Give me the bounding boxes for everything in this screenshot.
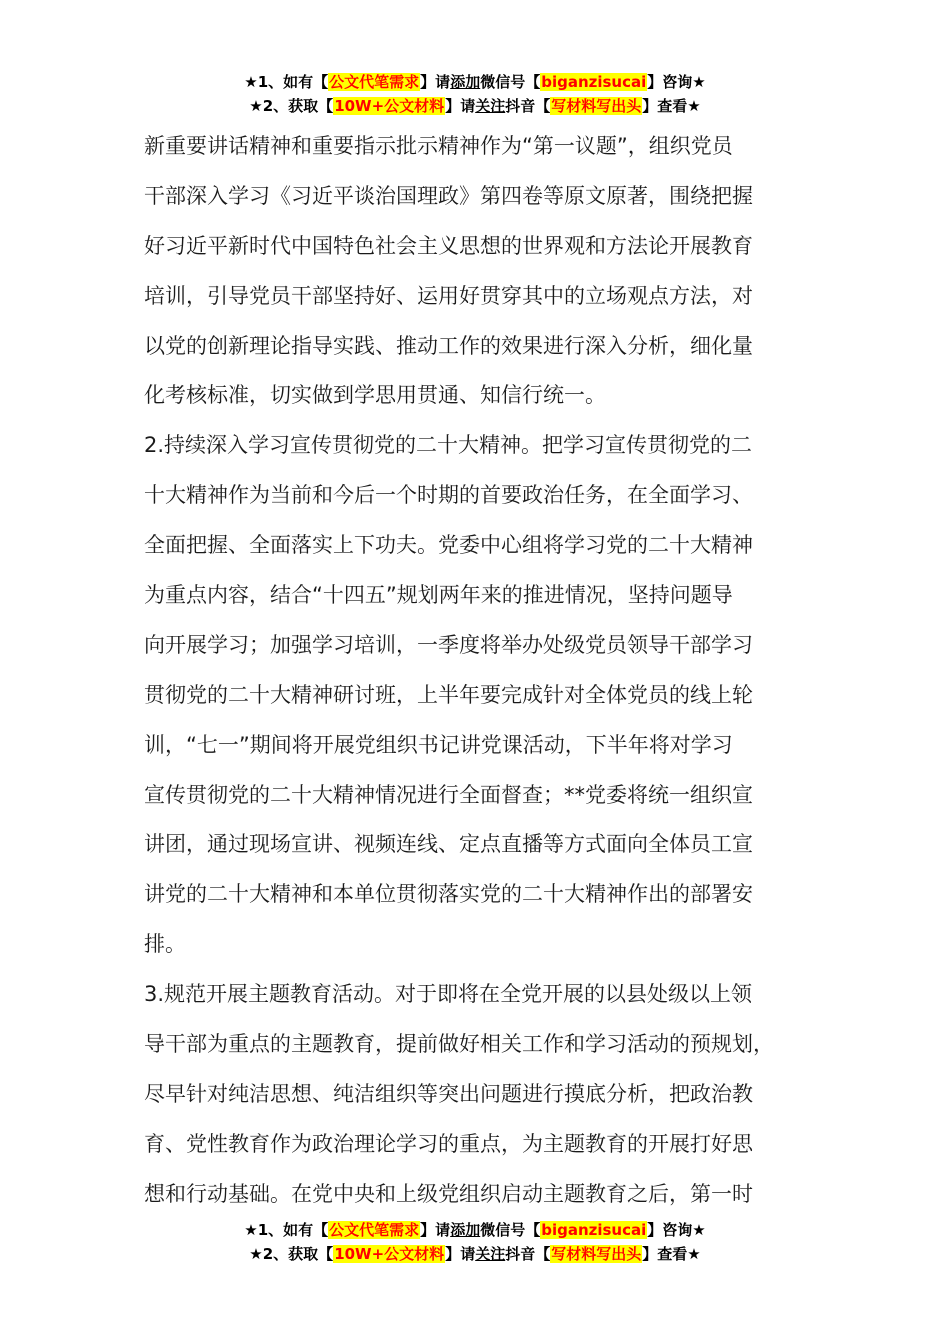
text-line: 新重要讲话精神和重要指示批示精神作为“第一议题”，组织党员 xyxy=(144,134,733,158)
banner-underline: 添加 xyxy=(450,73,481,91)
text-line: 贯彻党的二十大精神研讨班，上半年要完成针对全体党员的线上轮 xyxy=(144,682,753,707)
banner-highlight: 公文代笔需求 xyxy=(329,1221,420,1239)
banner-text: 】咨询★ xyxy=(647,73,706,91)
banner-text: ★1、如有【 xyxy=(244,1221,329,1239)
text-line: 为重点内容，结合“十四五”规划两年来的推进情况，坚持问题导 xyxy=(144,583,733,608)
text-line: 育、党性教育作为政治理论学习的重点，为主题教育的开展打好思 xyxy=(144,1131,753,1156)
document-body xyxy=(144,122,824,1220)
text-line: 2.持续深入学习宣传贯彻党的二十大精神。把学习宣传贯彻党的二 xyxy=(144,433,753,458)
text-line: 讲团，通过现场宣讲、视频连线、定点直播等方式面向全体员工宣 xyxy=(144,832,753,857)
text-line: 干部深入学习《习近平谈治国理政》第四卷等原文原著，围绕把握 xyxy=(144,183,753,208)
banner-text: 微信号【 xyxy=(480,1221,541,1239)
banner-highlight: 写材料写出头 xyxy=(551,97,642,115)
banner-text: 】请 xyxy=(445,1245,476,1263)
text-line: 导干部为重点的主题教育，提前做好相关工作和学习活动的预规划， xyxy=(144,1032,774,1057)
banner-highlight: 10W+公文材料 xyxy=(334,97,445,115)
text-line: 讲党的二十大精神和本单位贯彻落实党的二十大精神作出的部署安 xyxy=(144,882,753,907)
text-line: 3.规范开展主题教育活动。对于即将在全党开展的以县处级以上领 xyxy=(144,982,753,1007)
text-line: 好习近平新时代中国特色社会主义思想的世界观和方法论开展教育 xyxy=(144,233,753,258)
banner-line-1 xyxy=(0,1218,950,1242)
banner-highlight: biganzisucai xyxy=(541,73,647,91)
text-line: 排。 xyxy=(144,932,186,957)
banner-highlight: 10W+公文材料 xyxy=(334,1245,445,1263)
text-line: 全面把握、全面落实上下功夫。党委中心组将学习党的二十大精神 xyxy=(144,533,753,558)
text-line: 想和行动基础。在党中央和上级党组织启动主题教育之后，第一时 xyxy=(144,1181,753,1206)
banner-highlight: 公文代笔需求 xyxy=(329,73,420,91)
banner-text: 】请 xyxy=(420,1221,451,1239)
text-line: 以党的创新理论指导实践、推动工作的效果进行深入分析，细化量 xyxy=(144,333,753,358)
banner-text: 】查看★ xyxy=(642,97,701,115)
banner-text: 抖音【 xyxy=(505,97,551,115)
text-line: 十大精神作为当前和今后一个时期的首要政治任务，在全面学习、 xyxy=(144,483,753,508)
text-line: 尽早针对纯洁思想、纯洁组织等突出问题进行摸底分析，把政治教 xyxy=(144,1081,753,1106)
banner-underline: 关注 xyxy=(475,1245,506,1263)
banner-underline: 关注 xyxy=(475,97,506,115)
banner-underline: 添加 xyxy=(450,1221,481,1239)
text-line: 训，“七一”期间将开展党组织书记讲党课活动，下半年将对学习 xyxy=(144,732,733,757)
banner-line-1 xyxy=(0,70,950,94)
banner-text: ★1、如有【 xyxy=(244,73,329,91)
banner-text: 】请 xyxy=(445,97,476,115)
banner-text: 抖音【 xyxy=(505,1245,551,1263)
banner-text: 】查看★ xyxy=(642,1245,701,1263)
banner-text: 微信号【 xyxy=(480,73,541,91)
banner-line-2 xyxy=(0,1242,950,1266)
banner-text: ★2、获取【 xyxy=(249,1245,334,1263)
banner-line-2 xyxy=(0,94,950,118)
banner-highlight: biganzisucai xyxy=(541,1221,647,1239)
banner-text: 】请 xyxy=(420,73,451,91)
header-banner xyxy=(0,70,950,118)
text-line: 向开展学习；加强学习培训，一季度将举办处级党员领导干部学习 xyxy=(144,632,753,657)
banner-text: 】咨询★ xyxy=(647,1221,706,1239)
banner-text: ★2、获取【 xyxy=(249,97,334,115)
footer-banner xyxy=(0,1218,950,1266)
text-line: 培训，引导党员干部坚持好、运用好贯穿其中的立场观点方法，对 xyxy=(144,283,753,308)
banner-highlight: 写材料写出头 xyxy=(551,1245,642,1263)
text-line: 化考核标准，切实做到学思用贯通、知信行统一。 xyxy=(144,383,606,408)
text-line: 宣传贯彻党的二十大精神情况进行全面督查；**党委将统一组织宣 xyxy=(144,782,753,807)
